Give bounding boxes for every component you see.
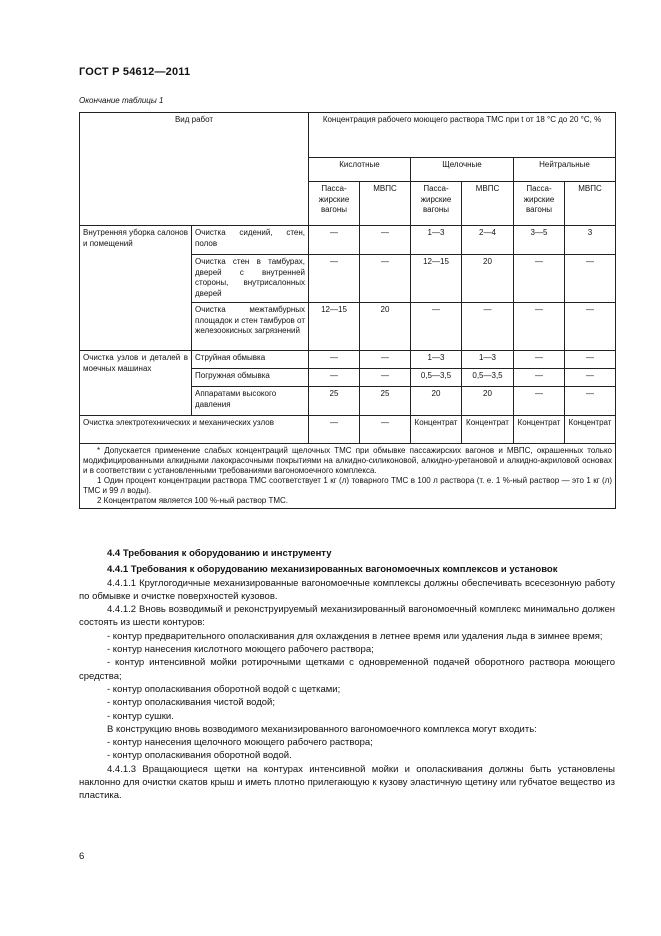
paragraph-4-4-1-1: 4.4.1.1 Круглогодичные механизированные вагономоечные комплексы должны обеспечивать всесезонную работу по обмывке и очистке поверхностей кузовов. xyxy=(79,577,615,602)
sub-mvps: МВПС xyxy=(360,182,411,226)
cell-value: — xyxy=(360,369,411,387)
cell-value: 0,5—3,5 xyxy=(411,369,462,387)
cell-value: 1—3 xyxy=(411,226,462,255)
cell-value: Концентрат xyxy=(411,416,462,444)
cell-value: — xyxy=(462,303,514,351)
list-item: - контур интенсивной мойки ротирочными щетками с одновременной подачей оборотного раствора моющего средства; xyxy=(79,657,615,682)
list-item: - контур нанесения щелочного моющего рабочего раствора; xyxy=(107,737,373,749)
cell-value: — xyxy=(565,369,616,387)
group-alkaline: Щелочные xyxy=(411,158,514,182)
cell-value: 20 xyxy=(462,255,514,303)
cell-value: — xyxy=(309,369,360,387)
page-number: 6 xyxy=(79,851,85,862)
cell-value: 1—3 xyxy=(411,351,462,369)
row-category: Очистка электротехнических и механических узлов xyxy=(80,416,309,444)
note-2: 2 Концентратом является 100 %-ный раствор ТМС. xyxy=(97,496,289,505)
sub-mvps: МВПС xyxy=(565,182,616,226)
cell-value: 3—5 xyxy=(514,226,565,255)
header-concentration: Концентрация рабочего моющего раствора ТМС при t от 18 °С до 20 °С, % xyxy=(309,113,616,158)
cell-value: — xyxy=(514,369,565,387)
section-heading-4-4-1: 4.4.1 Требования к оборудованию механизированных вагономоечных комплексов и установок xyxy=(107,564,558,576)
group-acid: Кислотные xyxy=(309,158,411,182)
list-item: - контур нанесения кислотного моющего рабочего раствора; xyxy=(107,644,374,656)
cell-value: 25 xyxy=(360,387,411,416)
row-work: Очистка межтамбурных площадок и стен тамбуров от железоокисных загрязнений xyxy=(192,303,309,351)
cell-value: — xyxy=(514,303,565,351)
list-item: - контур ополаскивания оборотной водой с щетками; xyxy=(107,683,341,695)
cell-value: — xyxy=(565,351,616,369)
cell-value: — xyxy=(411,303,462,351)
cell-value: — xyxy=(309,416,360,444)
row-work: Очистка сидений, стен, полов xyxy=(192,226,309,255)
paragraph-4-4-1-3: 4.4.1.3 Вращающиеся щетки на контурах интенсивной мойки и ополаскивания должны быть установлены наклонно для очистки скатов крыш и иметь плотно прилегающую к кузову эластичную щетину или губчатое вещество из пластика. xyxy=(79,763,615,802)
section-heading-4-4: 4.4 Требования к оборудованию и инструменту xyxy=(107,548,332,559)
cell-value: — xyxy=(565,255,616,303)
sub-passenger: Пасса-жирские вагоны xyxy=(411,182,462,226)
cell-value: Концентрат xyxy=(514,416,565,444)
note-asterisk: * Допускается применение слабых концентраций щелочных ТМС при обмывке пассажирских вагонов и МВПС, окрашенных только модифицированными алкидными лакокрасочными покрытиями на алкидно-силиконовой, алкидно-уретановой и алкидно-акриловой основах и в соответствии с установленными требованиями вагономоечного комплекса. xyxy=(83,446,613,475)
note-1: 1 Один процент концентрации раствора ТМС соответствует 1 кг (л) товарного ТМС в 100 л раствора (т. е. 1 %-ный раствор — это 1 кг (л) ТМС и 99 л воды). xyxy=(83,476,613,495)
sub-passenger: Пасса-жирские вагоны xyxy=(514,182,565,226)
cell-value: 12—15 xyxy=(309,303,360,351)
cell-value: 25 xyxy=(309,387,360,416)
table-row xyxy=(80,226,616,255)
sub-mvps: МВПС xyxy=(462,182,514,226)
group-neutral: Нейтральные xyxy=(514,158,616,182)
table-row xyxy=(80,351,616,369)
paragraph-addon: В конструкцию вновь возводимого механизированного вагономоечного комплекса могут входить: xyxy=(107,723,537,735)
cell-value: — xyxy=(360,226,411,255)
cell-value: 3 xyxy=(565,226,616,255)
cell-value: 0,5—3,5 xyxy=(462,369,514,387)
table-row xyxy=(80,416,616,444)
cell-value: — xyxy=(360,416,411,444)
cell-value: — xyxy=(514,351,565,369)
row-work: Очистка стен в тамбурах, дверей с внутренней стороны, внутрисалонных дверей xyxy=(192,255,309,303)
cell-value: 20 xyxy=(462,387,514,416)
concentration-table xyxy=(79,112,616,509)
table-notes xyxy=(80,444,616,509)
row-work: Струйная обмывка xyxy=(192,351,309,369)
list-item: - контур предварительного ополаскивания для охлаждения в летнее время или удаления льда в зимнее время; xyxy=(107,630,603,642)
cell-value: — xyxy=(565,387,616,416)
cell-value: Концентрат xyxy=(462,416,514,444)
cell-value: — xyxy=(514,255,565,303)
row-category: Очистка узлов и деталей в моечных машинах xyxy=(80,351,192,416)
document-header: ГОСТ Р 54612—2011 xyxy=(79,66,191,78)
cell-value: — xyxy=(309,226,360,255)
cell-value: — xyxy=(565,303,616,351)
header-work-type: Вид работ xyxy=(80,113,309,226)
cell-value: — xyxy=(360,255,411,303)
cell-value: Концентрат xyxy=(565,416,616,444)
table-caption: Окончание таблицы 1 xyxy=(79,96,164,105)
cell-value: — xyxy=(309,255,360,303)
cell-value: 20 xyxy=(360,303,411,351)
paragraph-4-4-1-2: 4.4.1.2 Вновь возводимый и реконструируемый механизированный вагономоечный комплекс минимально должен состоять из шести контуров: xyxy=(79,604,615,629)
cell-value: 1—3 xyxy=(462,351,514,369)
row-category: Внутренняя уборка салонов и помещений xyxy=(80,226,192,351)
list-item: - контур сушки. xyxy=(107,710,174,722)
cell-value: — xyxy=(514,387,565,416)
row-work: Аппаратами высокого давления xyxy=(192,387,309,416)
cell-value: — xyxy=(360,351,411,369)
cell-value: 2—4 xyxy=(462,226,514,255)
cell-value: — xyxy=(309,351,360,369)
cell-value: 12—15 xyxy=(411,255,462,303)
list-item: - контур ополаскивания оборотной водой. xyxy=(107,750,292,762)
sub-passenger: Пасса-жирские вагоны xyxy=(309,182,360,226)
list-item: - контур ополаскивания чистой водой; xyxy=(107,697,275,709)
row-work: Погружная обмывка xyxy=(192,369,309,387)
cell-value: 20 xyxy=(411,387,462,416)
body-text xyxy=(79,547,615,803)
